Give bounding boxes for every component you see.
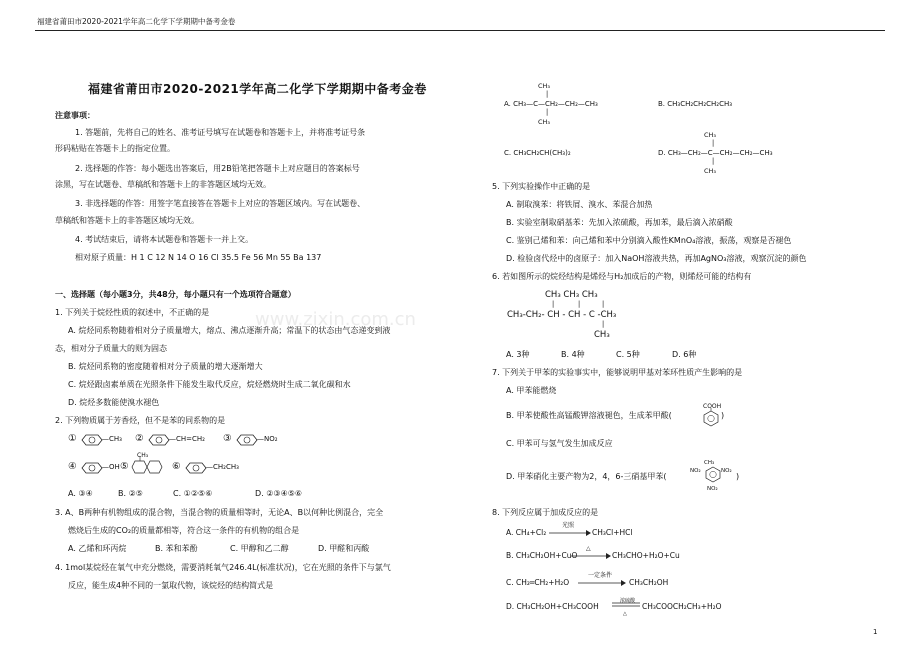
q6-bond-2: | — [577, 300, 582, 308]
q2-item-3-label: ③ — [223, 433, 232, 444]
q6-bond-3: | — [601, 300, 606, 308]
q2-item-1-label: ① — [68, 433, 77, 444]
q2-item-2-label: ② — [135, 433, 144, 444]
q5-stem: 5. 下列实验操作中正确的是 — [492, 182, 591, 191]
q7-option-b: B. 甲苯使酸性高锰酸钾溶液褪色，生成苯甲酸( — [506, 411, 672, 420]
q4-a-top-methyl: CH₃ — [538, 82, 551, 90]
q7-d-close: ) — [736, 472, 740, 481]
section-1-heading: 一、选择题（每小题3分，共48分，每小题只有一个选项符合题意） — [55, 290, 296, 299]
q4-d-top-methyl: CH₃ — [704, 131, 717, 139]
q3-stem-line1: 3. A、B两种有机物组成的混合物，当混合物的质量相等时，无论A、B以何种比例混合，完全 — [55, 508, 384, 517]
q4-option-c: C. CH₃CH₂CH(CH₃)₂ — [504, 149, 571, 157]
q5-option-d: D. 检验卤代烃中的卤原子：加入NaOH溶液共热，再加AgNO₃溶液，观察沉淀的颜色 — [506, 254, 807, 263]
q7-d-nitro-left: NO₂ — [690, 468, 701, 474]
note-2b: 涂黑，写在试题卷、草稿纸和答题卡上的非答题区域均无效。 — [55, 180, 271, 189]
q4-d-top-bond: | — [711, 139, 716, 147]
q8-a-product: CH₃Cl+HCl — [592, 528, 633, 537]
q4-option-a: A. CH₃—C—CH₂—CH₂—CH₃ — [504, 100, 598, 108]
q6-bond-4: | — [601, 320, 606, 328]
q6-option-b: B. 4种 — [561, 350, 585, 359]
q8-c-product: CH₃CH₂OH — [629, 578, 669, 587]
note-3b: 草稿纸和答题卡上的非答题区域均无效。 — [55, 216, 199, 225]
q1-option-d: D. 烷烃多数能使溴水褪色 — [68, 398, 160, 407]
q7-option-c: C. 甲苯可与氢气发生加成反应 — [506, 439, 613, 448]
reaction-arrow-icon — [571, 552, 611, 560]
q6-structure-row2: CH₃-CH₂- CH - CH - C -CH₃ — [507, 310, 617, 320]
q6-stem: 6. 若如图所示的烷烃结构是烯烃与H₂加成后的产物，则烯烃可能的结构有 — [492, 272, 752, 281]
q7-option-d: D. 甲苯硝化主要产物为2，4，6-三硝基甲苯( — [506, 472, 667, 481]
q4-stem-line1: 4. 1mol某烷烃在氧气中充分燃烧，需要消耗氧气246.4L(标准状况)，它在光照的条件下与氯气 — [55, 563, 391, 572]
q6-structure-row1: CH₃ CH₃ CH₃ — [545, 290, 598, 300]
q8-option-a: A. CH₄+Cl₂ — [506, 528, 547, 537]
q2-item-3-substituent: —NO₂ — [257, 435, 278, 443]
q4-d-bottom-bond: | — [711, 157, 716, 165]
reaction-arrow-icon — [578, 579, 626, 587]
q6-bond-1: | — [551, 300, 556, 308]
q2-item-5-label: ⑤ — [120, 461, 129, 472]
q1-option-a-line2: 态，相对分子质量大的则为固态 — [55, 344, 167, 353]
q7-stem: 7. 下列关于甲苯的实验事实中，能够说明甲基对苯环性质产生影响的是 — [492, 368, 743, 377]
q7-b-close: ) — [721, 411, 725, 420]
benzene-ring-icon — [186, 462, 206, 474]
q7-d-nitro-right: NO₂ — [721, 468, 732, 474]
q4-option-d: D. CH₃—CH₂—C—CH₂—CH₂—CH₃ — [658, 149, 773, 157]
q8-b-condition: △ — [586, 545, 591, 552]
q8-d-condition-2: △ — [623, 611, 627, 617]
atomic-masses: 相对原子质量：H 1 C 12 N 14 O 16 Cl 35.5 Fe 56 Mn 55 Ba 137 — [75, 253, 322, 262]
benzene-ring-icon — [149, 434, 169, 446]
q7-b-cooh: COOH — [703, 403, 722, 410]
q8-d-product: CH₃COOCH₂CH₃+H₂O — [642, 602, 722, 611]
fused-ring-icon — [132, 460, 164, 474]
q2-item-4-substituent: —OH — [102, 463, 120, 471]
q8-option-d: D. CH₃CH₂OH+CH₃COOH — [506, 602, 599, 611]
q6-option-c: C. 5种 — [616, 350, 640, 359]
exam-title: 福建省莆田市2020-2021学年高二化学下学期期中备考金卷 — [88, 82, 427, 96]
notes-heading: 注意事项： — [55, 111, 95, 120]
q2-item-4-label: ④ — [68, 461, 77, 472]
q2-option-d: D. ②③④⑤⑥ — [255, 489, 303, 498]
q2-item-1-substituent: —CH₃ — [102, 435, 122, 443]
q6-option-a: A. 3种 — [506, 350, 530, 359]
q6-structure-row3: CH₃ — [594, 330, 610, 340]
q8-option-b: B. CH₃CH₂OH+CuO — [506, 551, 578, 560]
equilibrium-arrow-icon — [612, 601, 640, 609]
benzoic-acid-ring-icon — [702, 408, 720, 426]
q2-item-5-methyl: CH₃ — [137, 452, 149, 459]
page-header: 福建省莆田市2020-2021学年高二化学下学期期中备考金卷 — [37, 17, 236, 26]
q4-a-bottom-methyl: CH₃ — [538, 118, 551, 126]
q5-option-c: C. 鉴别己烯和苯：向己烯和苯中分别滴入酸性KMnO₄溶液，振荡，观察是否褪色 — [506, 236, 792, 245]
benzene-ring-icon — [237, 434, 257, 446]
q2-item-6-label: ⑥ — [172, 461, 181, 472]
q4-a-bottom-bond: | — [545, 108, 550, 116]
q8-stem: 8. 下列反应属于加成反应的是 — [492, 508, 599, 517]
q2-item-6-substituent: —CH₂CH₃ — [206, 463, 239, 471]
q8-a-condition: 光照 — [562, 522, 575, 529]
q2-item-2-substituent: —CH=CH₂ — [169, 435, 205, 443]
q4-a-top-bond: | — [545, 90, 550, 98]
q1-option-b: B. 烷烃同系物的密度随着相对分子质量的增大逐渐增大 — [68, 362, 263, 371]
q7-d-methyl: CH₃ — [704, 460, 715, 466]
note-4: 4. 考试结束后，请将本试题卷和答题卡一并上交。 — [75, 235, 254, 244]
q1-option-c: C. 烷烃跟卤素单质在光照条件下能发生取代反应，烷烃燃烧时生成二氧化碳和水 — [68, 380, 351, 389]
q1-stem: 1. 下列关于烷烃性质的叙述中，不正确的是 — [55, 308, 210, 317]
q3-option-c: C. 甲醇和乙二醇 — [230, 544, 289, 553]
page-number: 1 — [873, 628, 878, 636]
q2-option-c: C. ①②⑤⑥ — [173, 489, 213, 498]
benzene-ring-icon — [82, 434, 102, 446]
q7-d-nitro-bottom: NO₂ — [707, 486, 718, 492]
benzene-ring-icon — [82, 462, 102, 474]
q7-option-a: A. 甲苯能燃烧 — [506, 386, 557, 395]
q4-d-bottom-methyl: CH₃ — [704, 167, 717, 175]
note-2a: 2. 选择题的作答：每小题选出答案后，用2B铅笔把答题卡上对应题目的答案标号 — [75, 164, 360, 173]
watermark: www.zixin.com.cn — [255, 309, 416, 330]
note-1b: 形码粘贴在答题卡上的指定位置。 — [55, 144, 175, 153]
reaction-arrow-icon — [549, 529, 591, 537]
q3-stem-line2: 燃烧后生成的CO₂的质量都相等，符合这一条件的有机物的组合是 — [68, 526, 300, 535]
q8-option-c: C. CH₂═CH₂+H₂O — [506, 578, 570, 587]
q2-option-b: B. ②⑤ — [118, 489, 143, 498]
q5-option-a: A. 制取溴苯：将铁屑、溴水、苯混合加热 — [506, 200, 653, 209]
q8-b-product: CH₃CHO+H₂O+Cu — [612, 551, 680, 560]
q8-d-condition: 浓硫酸 — [620, 598, 636, 604]
note-3a: 3. 非选择题的作答：用签字笔直接答在答题卡上对应的答题区域内。写在试题卷、 — [75, 199, 366, 208]
q3-option-b: B. 苯和苯酚 — [155, 544, 198, 553]
q2-stem: 2. 下列物质属于芳香烃，但不是苯的同系物的是 — [55, 416, 226, 425]
q3-option-a: A. 乙烯和环丙烷 — [68, 544, 127, 553]
q8-c-condition: 一定条件 — [588, 572, 613, 579]
q3-option-d: D. 甲醛和丙酸 — [318, 544, 370, 553]
q2-option-a: A. ③④ — [68, 489, 93, 498]
q1-option-a-line1: A. 烷烃同系物随着相对分子质量增大，熔点、沸点逐渐升高；常温下的状态由气态递变到液 — [68, 326, 391, 335]
trinitrotoluene-ring-icon — [704, 466, 722, 484]
q6-option-d: D. 6种 — [672, 350, 697, 359]
q5-option-b: B. 实验室制取硝基苯：先加入浓硫酸，再加苯，最后滴入浓硝酸 — [506, 218, 733, 227]
q4-stem-line2: 反应，能生成4种不同的一氯取代物，该烷烃的结构简式是 — [68, 581, 274, 590]
q4-option-b: B. CH₃CH₂CH₂CH₂CH₃ — [658, 100, 733, 108]
note-1a: 1. 答题前，先将自己的姓名、准考证号填写在试题卷和答题卡上，并将准考证号条 — [75, 128, 366, 137]
header-rule — [35, 30, 885, 31]
